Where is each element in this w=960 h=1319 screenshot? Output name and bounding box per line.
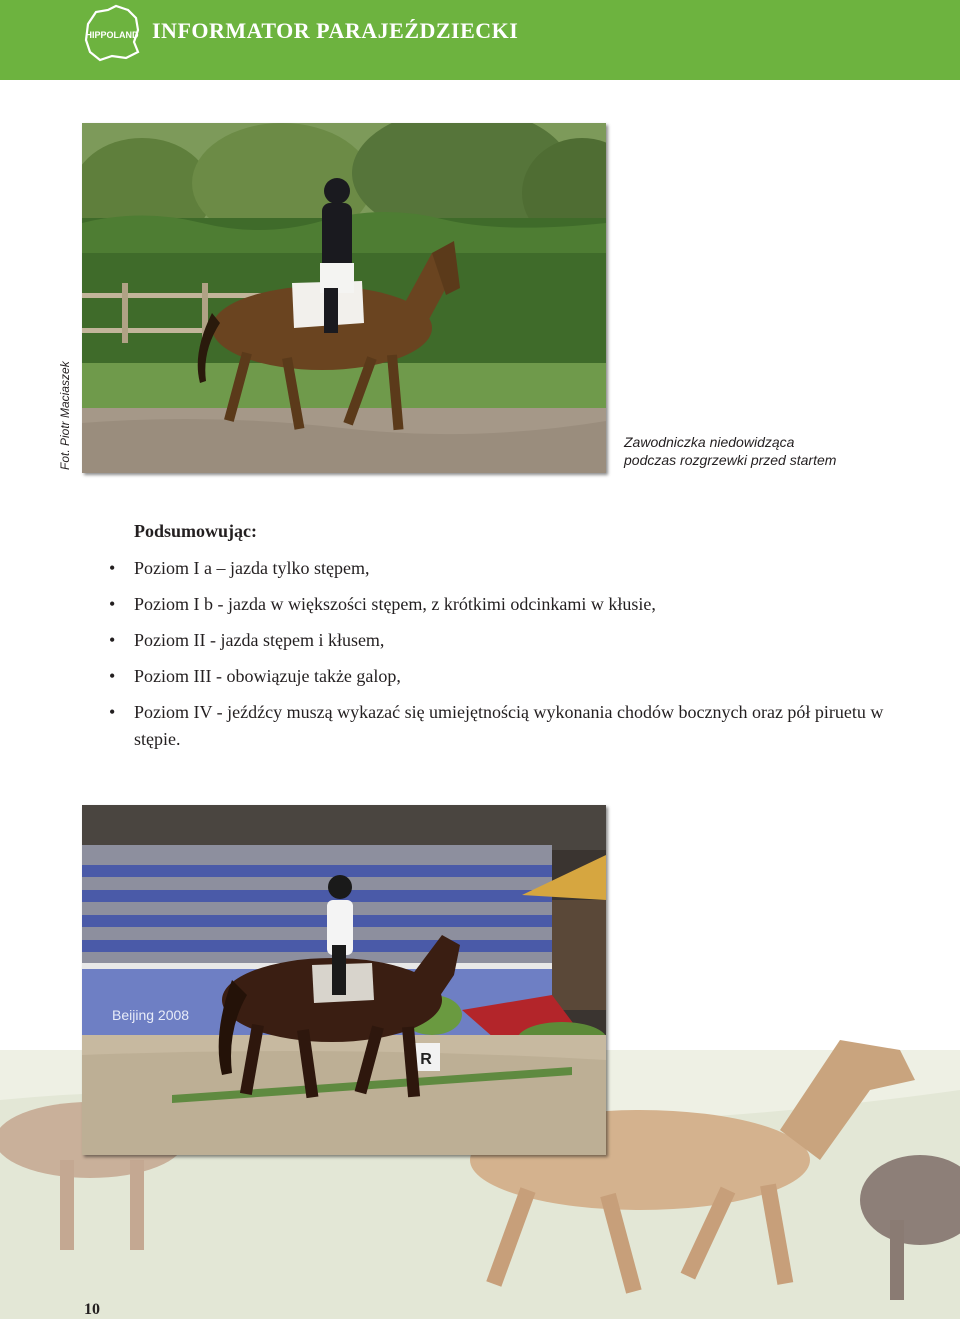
list-item: • Poziom III - obowiązuje także galop, [134,663,914,690]
hippoland-logo [82,4,142,62]
page-number: 10 [84,1301,100,1318]
photo-caption [624,433,924,469]
caption-line-1: Zawodniczka niedowidząca [624,434,795,450]
caption-line-2: podczas rozgrzewki przed startem [624,452,837,468]
photo-credit: Fot. Piotr Maciaszek [58,361,72,470]
letter-marker: R [420,1051,432,1068]
summary-title: Podsumowując: [134,521,258,541]
list-item: • Poziom I b - jazda w większości stępem, z krótkimi odcinkami w kłusie, [134,591,914,618]
photo-arena [82,805,606,1155]
photo-warmup [82,123,606,473]
list-item: • Poziom IV - jeźdźcy muszą wykazać się umiejętnością wykonania chodów bocznych oraz pół piruetu w stępie. [134,699,914,753]
header-band [0,0,960,80]
list-item: • Poziom II - jazda stępem i kłusem, [134,627,914,654]
header-title: INFORMATOR PARAJEŹDZIECKI [152,18,519,43]
logo-text: HIPPOLAND [85,30,139,40]
list-item: • Poziom I a – jazda tylko stępem, [134,555,914,582]
summary-list [134,555,914,762]
banner-text: Beijing 2008 [112,1007,190,1023]
